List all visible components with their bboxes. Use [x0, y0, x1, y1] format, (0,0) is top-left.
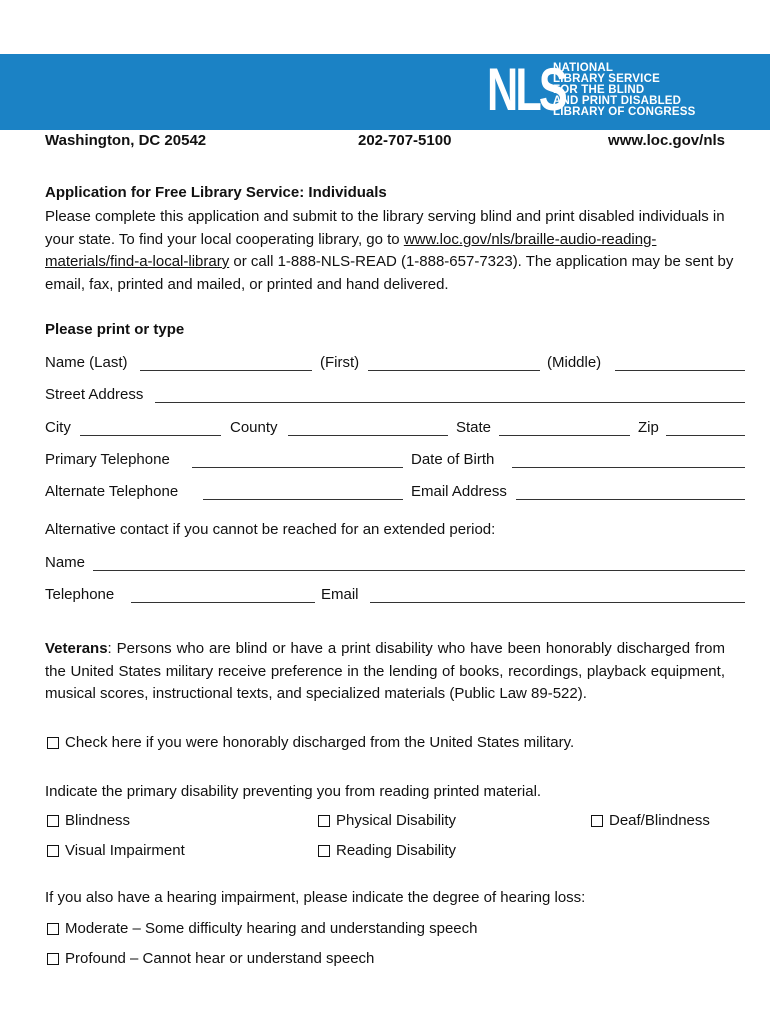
primary-phone-label: Primary Telephone — [45, 451, 170, 468]
alt-contact-name-row — [45, 554, 745, 576]
alt-phone-label: Alternate Telephone — [45, 483, 179, 500]
name-last-label: Name (Last) — [45, 354, 128, 371]
header-banner — [0, 54, 770, 130]
checkbox-label: Profound – Cannot hear or understand speech — [65, 950, 375, 967]
intro-text-end: or call 1-888-NLS-READ (1-888-657-7323). The application may be sent by email, fax, printed and mailed, or printed and hand delivered. — [45, 253, 734, 293]
checkbox-icon[interactable] — [591, 815, 603, 827]
alt-contact-name-label: Name — [45, 554, 86, 571]
checkbox-icon[interactable] — [47, 953, 59, 965]
alt-contact-email-label: Email — [321, 586, 359, 603]
checkbox-physical-disability[interactable] — [318, 812, 456, 829]
alt-contact-heading: Alternative contact if you cannot be reached for an extended period: — [45, 521, 496, 538]
alt-phone-row — [45, 483, 745, 505]
state-field[interactable] — [499, 421, 630, 436]
logo-line: LIBRARY OF CONGRESS — [553, 105, 696, 118]
street-field[interactable] — [155, 388, 745, 403]
checkbox-label: Blindness — [65, 812, 131, 829]
checkbox-icon[interactable] — [318, 845, 330, 857]
city-row — [45, 419, 745, 441]
intro-paragraph — [45, 206, 745, 296]
library-link[interactable]: www.loc.gov/nls/braille-audio-reading-materials/find-a-local-library — [45, 230, 657, 270]
checkbox-icon[interactable] — [47, 845, 59, 857]
logo-mark: NLS — [487, 56, 565, 123]
name-middle-field[interactable] — [615, 356, 745, 371]
checkbox-reading-disability[interactable] — [318, 842, 456, 859]
checkbox-label: Physical Disability — [336, 812, 457, 829]
veterans-label: Veterans — [45, 640, 108, 657]
checkbox-label: Moderate – Some difficulty hearing and understanding speech — [65, 920, 478, 937]
checkbox-moderate[interactable] — [47, 920, 478, 937]
checkbox-label: Reading Disability — [336, 842, 457, 859]
name-first-field[interactable] — [368, 356, 540, 371]
checkbox-label: Visual Impairment — [65, 842, 185, 859]
logo-line: LIBRARY SERVICE — [553, 72, 660, 85]
disability-heading: Indicate the primary disability preventing you from reading printed material. — [45, 783, 542, 800]
checkbox-icon[interactable] — [47, 815, 59, 827]
alt-contact-email-field[interactable] — [370, 588, 745, 603]
address: Washington, DC 20542 — [45, 132, 207, 149]
name-last-field[interactable] — [140, 356, 312, 371]
city-label: City — [45, 419, 71, 436]
checkbox-deaf-blindness[interactable] — [591, 812, 710, 829]
name-first-label: (First) — [320, 354, 360, 371]
primary-phone-field[interactable] — [192, 453, 403, 468]
alt-phone-field[interactable] — [203, 485, 403, 500]
intro-text: Please complete this application and submit to the library serving blind and print disabled individuals in your state. To find your local cooperating library, go to — [45, 208, 725, 248]
primary-phone-row — [45, 451, 745, 473]
street-row — [45, 386, 745, 408]
logo-line: AND PRINT DISABLED — [553, 94, 682, 107]
logo-line: FOR THE BLIND — [553, 83, 645, 96]
city-field[interactable] — [80, 421, 221, 436]
hearing-heading: If you also have a hearing impairment, please indicate the degree of hearing loss: — [45, 889, 586, 906]
logo-text — [553, 63, 695, 118]
page-title: Application for Free Library Service: Individuals — [45, 184, 387, 201]
checkbox-blindness[interactable] — [47, 812, 130, 829]
checkbox-icon[interactable] — [47, 737, 59, 749]
dob-field[interactable] — [512, 453, 745, 468]
website: www.loc.gov/nls — [608, 132, 725, 149]
alt-contact-name-field[interactable] — [93, 556, 745, 571]
zip-label: Zip — [638, 419, 659, 436]
veteran-checkbox-label: Check here if you were honorably discharged from the United States military. — [65, 734, 575, 751]
phone: 202-707-5100 — [358, 132, 452, 149]
checkbox-visual-impairment[interactable] — [47, 842, 185, 859]
veterans-text: : Persons who are blind or have a print disability who have been honorably discharged from the United States military receive preference in the lending of books, recordings, playback equipment, musical scores, instructional texts, and specialized materials (Public Law 89-522). — [45, 640, 725, 702]
county-label: County — [230, 419, 278, 436]
veterans-paragraph — [45, 638, 725, 706]
alt-contact-phone-field[interactable] — [131, 588, 315, 603]
checkbox-label: Deaf/Blindness — [609, 812, 710, 829]
contact-row — [45, 132, 725, 154]
alt-contact-phone-row — [45, 586, 745, 608]
street-label: Street Address — [45, 386, 144, 403]
email-field[interactable] — [516, 485, 745, 500]
dob-label: Date of Birth — [411, 451, 495, 468]
checkbox-profound[interactable] — [47, 950, 374, 967]
alt-contact-phone-label: Telephone — [45, 586, 115, 603]
logo-line: NATIONAL — [553, 61, 614, 74]
county-field[interactable] — [288, 421, 448, 436]
checkbox-icon[interactable] — [47, 923, 59, 935]
nls-logo — [487, 56, 696, 123]
veteran-checkbox[interactable] — [47, 734, 574, 751]
state-label: State — [456, 419, 492, 436]
zip-field[interactable] — [666, 421, 745, 436]
name-middle-label: (Middle) — [547, 354, 602, 371]
name-row — [45, 354, 745, 376]
email-label: Email Address — [411, 483, 507, 500]
checkbox-icon[interactable] — [318, 815, 330, 827]
form-heading: Please print or type — [45, 321, 185, 338]
